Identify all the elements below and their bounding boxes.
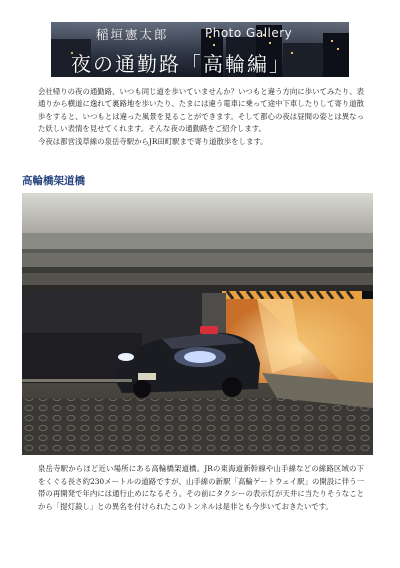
author-name: 稲垣憲太郎 [96,27,169,42]
banner-window-light [337,48,339,50]
intro-paragraph: 会社帰りの夜の通勤路、いつも同じ道を歩いていませんか？いつもと違う方向に歩いてみたり、表通りから横道に逸れて裏路地を歩いたり、たまには違う電車に乗って途中下車したりして寄り道散歩をすると、いつもとは違った風景を見ることができます。そして都心の夜は昼間の姿とは異なった妖しい表情を見せてくれます。そんな夜の通勤路をご紹介します。 [38,87,364,134]
caption-text: 泉岳寺駅からほど近い場所にある高輪橋架道橋。JRの東海道新幹線や山手線などの線路区域の下をくぐる長さ約230メートルの道路ですが、山手線の新駅「高輪ゲートウェイ駅」の開設に伴う一帯の再開発で年内には通行止めになるそう。その前にタクシーの表示灯が天井に当たりそうなことから「提灯殺し」との異名を付けられたこのトンネルは是非とも今歩いておきたいです。 [38,464,364,511]
photo-caption [38,463,364,513]
banner-building [323,33,349,77]
banner-window-light [269,42,271,44]
tunnel-photo-illustration [22,193,373,455]
tunnel-photo [22,193,373,455]
banner-window-light [331,40,333,42]
section-title: 高輪橋架道橋 [22,175,85,187]
banner-window-light [213,44,215,46]
page-title: 夜の通勤路「高輪編」 [71,52,291,76]
header-banner [51,22,349,77]
intro-paragraph: 今夜は都営浅草線の泉岳寺駅からJR田町駅まで寄り道散歩をします。 [38,136,268,146]
gallery-label: Photo Gallery [205,26,293,40]
banner-window-light [291,52,293,54]
intro-text [38,86,364,148]
